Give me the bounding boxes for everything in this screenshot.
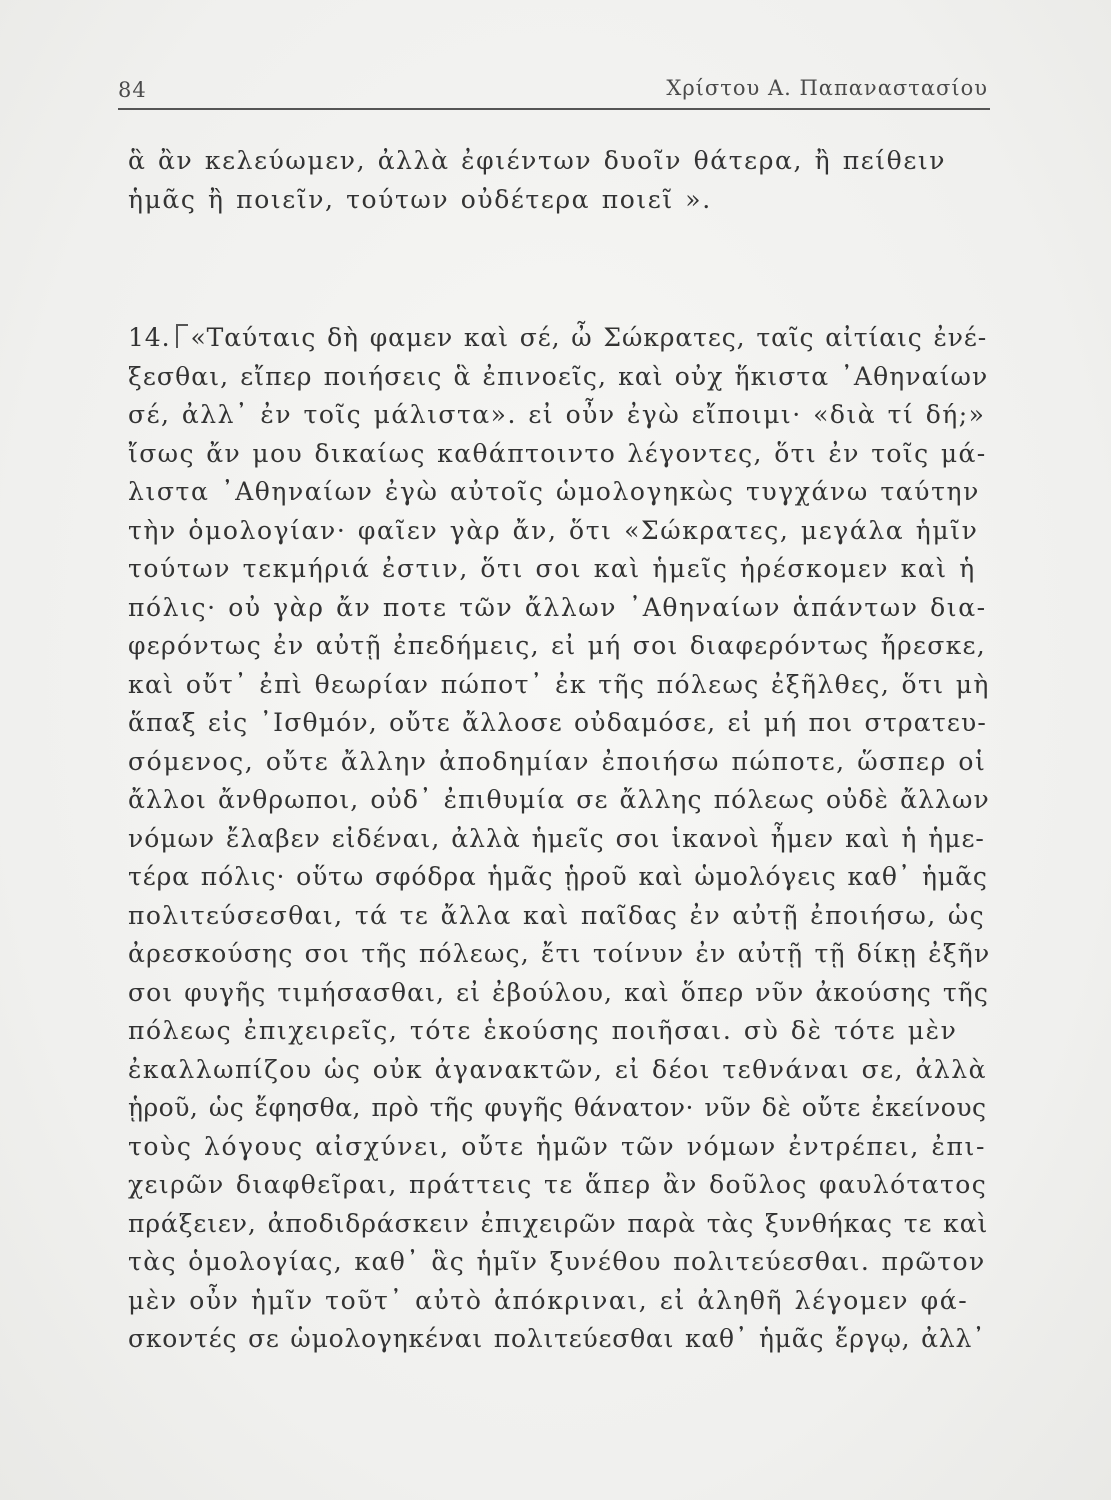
section-number: 14. <box>128 323 171 352</box>
text-line: τὰς ὁμολογίας, καθ᾿ ἃς ἡμῖν ξυνέθου πολιτεύεσθαι. πρῶτον <box>128 1247 986 1276</box>
text-line: σοι φυγῆς τιμήσασθαι, εἰ ἐβούλου, καὶ ὅπερ νῦν ἀκούσης τῆς <box>128 977 989 1007</box>
section-first-line <box>128 319 990 358</box>
text-line: ἃ ἂν κελεύωμεν, ἀλλὰ ἐφιέντων δυοῖν θάτερα, ἢ πείθειν <box>128 146 947 175</box>
text-line: φερόντως ἐν αὐτῇ ἐπεδήμεις, εἰ μή σοι διαφερόντως ἤρεσκε, <box>128 631 987 660</box>
text-line: τούτων τεκμήριά ἐστιν, ὅτι σοι καὶ ἡμεῖς ἠρέσκομεν καὶ ἡ <box>128 554 976 583</box>
text-line: τέρα πόλις· οὕτω σφόδρα ἡμᾶς ᾑροῦ καὶ ὡμολόγεις καθ᾿ ἡμᾶς <box>128 862 988 891</box>
text-line: πράξειεν, ἀποδιδράσκειν ἐπιχειρῶν παρὰ τὰς ξυνθήκας τε καὶ <box>128 1208 989 1238</box>
text-line: σέ, ἀλλ᾿ ἐν τοῖς μάλιστα». εἰ οὖν ἐγὼ εἴποιμι· «διὰ τί δή;» <box>128 400 986 429</box>
header-rule <box>118 108 990 110</box>
text-line: ἄλλοι ἄνθρωποι, οὐδ᾿ ἐπιθυμία σε ἄλλης πόλεως οὐδὲ ἄλλων <box>128 785 990 814</box>
margin-bracket-mark <box>176 324 188 348</box>
text-line: ἅπαξ εἰς ᾿Ισθμόν, οὔτε ἄλλοσε οὐδαμόσε, εἰ μή ποι στρατευ- <box>128 708 988 737</box>
text-line: ἀρεσκούσης σοι τῆς πόλεως, ἔτι τοίνυν ἐν αὐτῇ τῇ δίκῃ ἐξῆν <box>128 939 991 968</box>
text-line: τοὺς λόγους αἰσχύνει, οὔτε ἡμῶν τῶν νόμων ἐντρέπει, ἐπι- <box>128 1131 986 1161</box>
text-line: μὲν οὖν ἡμῖν τοῦτ᾿ αὐτὸ ἀπόκριναι, εἰ ἀληθῆ λέγομεν φά- <box>128 1285 969 1315</box>
text-line: πόλεως ἐπιχειρεῖς, τότε ἑκούσης ποιῆσαι. σὺ δὲ τότε μὲν <box>128 1016 958 1045</box>
page-header <box>118 70 988 106</box>
text-line: λιστα ᾿Αθηναίων ἐγὼ αὐτοῖς ὡμολογηκὼς τυγχάνω ταύτην <box>128 477 980 506</box>
text-line: σόμενος, οὔτε ἄλλην ἀποδημίαν ἐποιήσω πώποτε, ὥσπερ οἱ <box>128 746 987 776</box>
text-line: πόλις· οὐ γὰρ ἄν ποτε τῶν ἄλλων ᾿Αθηναίων ἁπάντων δια- <box>128 592 987 622</box>
body-text <box>128 142 990 1359</box>
section-opening-text: «Ταύταις δὴ φαμεν καὶ σέ, ὦ Σώκρατες, ταῖς αἰτίαις ἐνέ- <box>190 323 988 352</box>
page-number: 84 <box>118 78 147 102</box>
text-line: ᾑροῦ, ὡς ἔφησθα, πρὸ τῆς φυγῆς θάνατον· νῦν δὲ οὔτε ἐκείνους <box>128 1093 987 1122</box>
text-line: νόμων ἔλαβεν εἰδέναι, ἀλλὰ ἡμεῖς σοι ἱκανοὶ ἦμεν καὶ ἡ ἡμε- <box>128 823 985 853</box>
text-line: ξεσθαι, εἴπερ ποιήσεις ἃ ἐπινοεῖς, καὶ οὐχ ἥκιστα ᾿Αθηναίων <box>128 361 989 391</box>
text-line: σκοντές σε ὡμολογηκέναι πολιτεύεσθαι καθ᾿ ἡμᾶς ἔργῳ, ἀλλ᾿ <box>128 1324 986 1353</box>
text-line: ἐκαλλωπίζου ὡς οὐκ ἀγανακτῶν, εἰ δέοι τεθνάναι σε, ἀλλὰ <box>128 1054 987 1084</box>
text-line: πολιτεύσεσθαι, τά τε ἄλλα καὶ παῖδας ἐν αὐτῇ ἐποιήσω, ὡς <box>128 900 986 930</box>
text-line: καὶ οὔτ᾿ ἐπὶ θεωρίαν πώποτ᾿ ἐκ τῆς πόλεως ἐξῆλθες, ὅτι μὴ <box>128 669 990 699</box>
text-line: ἴσως ἄν μου δικαίως καθάπτοιντο λέγοντες, ὅτι ἐν τοῖς μά- <box>128 438 987 468</box>
paragraph-gap <box>128 219 990 319</box>
text-line: ἡμᾶς ἢ ποιεῖν, τούτων οὐδέτερα ποιεῖ ». <box>128 184 712 214</box>
running-head: Χρίστου Α. Παπαναστασίου <box>666 76 988 100</box>
text-line: χειρῶν διαφθεῖραι, πράττεις τε ἅπερ ἂν δοῦλος φαυλότατος <box>128 1170 988 1199</box>
text-line: τὴν ὁμολογίαν· φαῖεν γὰρ ἄν, ὅτι «Σώκρατες, μεγάλα ἡμῖν <box>128 515 979 545</box>
